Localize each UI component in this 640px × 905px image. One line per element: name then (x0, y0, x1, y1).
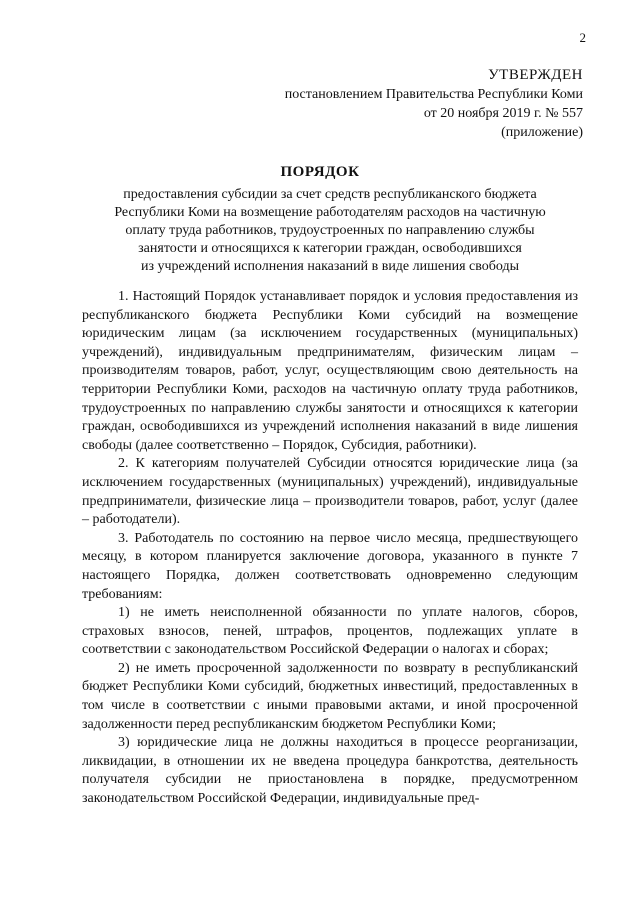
approval-issuer: постановлением Правительства Республики Коми (284, 87, 583, 102)
subtitle-line: предоставления субсидии за счет средств республиканского бюджета (123, 187, 537, 202)
document-title: ПОРЯДОК (280, 164, 360, 180)
subparagraph-2: 2) не иметь просроченной задолженности по возврату в республиканский бюджет Республики Коми субсидий, бюджетных инвестиций, предоставленных в том числе в соответствии с иными правовыми актами, и иной просроченной задолженности перед республиканским бюджетом Республики Коми; (82, 660, 578, 732)
page-number: 2 (579, 30, 586, 45)
document-body (82, 288, 578, 809)
paragraph-2: 2. К категориям получателей Субсидии относятся юридические лица (за исключением государственных (муниципальных) учреждений), индивидуальные предприниматели, физические лица – производители товаров, работ, услуг (далее – работодатели). (82, 456, 578, 528)
approval-block (285, 66, 583, 142)
approval-note: (приложение) (501, 125, 583, 140)
subtitle-line: из учреждений исполнения наказаний в виде лишения свободы (140, 259, 520, 274)
subtitle-line: занятости и относящихся к категории граждан, освободившихся (138, 241, 522, 256)
document-subtitle (80, 186, 580, 276)
subparagraph-1: 1) не иметь неисполненной обязанности по уплате налогов, сборов, страховых взносов, пеней, штрафов, процентов, подлежащих уплате в соответствии с законодательством Российской Федерации о налогах и сборах; (82, 605, 578, 658)
paragraph-3: 3. Работодатель по состоянию на первое число месяца, предшествующего месяцу, в котором планируется заключение договора, указанного в пункте 7 настоящего Порядка, должен соответствовать одновременно следующим требованиям: (82, 530, 578, 602)
subtitle-line: Республики Коми на возмещение работодателям расходов на частичную (114, 205, 546, 220)
subtitle-line: оплату труда работников, трудоустроенных по направлению службы (125, 223, 535, 238)
approval-heading: УТВЕРЖДЕН (488, 67, 583, 83)
approval-date-number: от 20 ноября 2019 г. № 557 (423, 106, 583, 121)
subparagraph-3: 3) юридические лица не должны находиться в процессе реорганизации, ликвидации, в отношении их не введена процедура банкротства, деятельность получателя субсидии не приостановлена в порядке, предусмотренном законодательством Российской Федерации, индивидуальные пред- (82, 735, 578, 807)
paragraph-1: 1. Настоящий Порядок устанавливает порядок и условия предоставления из республиканского бюджета Республики Коми субсидий на возмещение юридическим лицам (за исключением государственных (муниципальных) учреждений), индивидуальным предпринимателям, физическим лицам – производителям товаров, работ, услуг, осуществляющим свою деятельность на территории Республики Коми, расходов на частичную оплату труда работников, трудоустроенных по направлению службы занятости и относящихся к категории граждан, освободившихся из учреждений исполнения наказаний в виде лишения свободы (далее соответственно – Порядок, Субсидия, работники). (82, 289, 578, 453)
